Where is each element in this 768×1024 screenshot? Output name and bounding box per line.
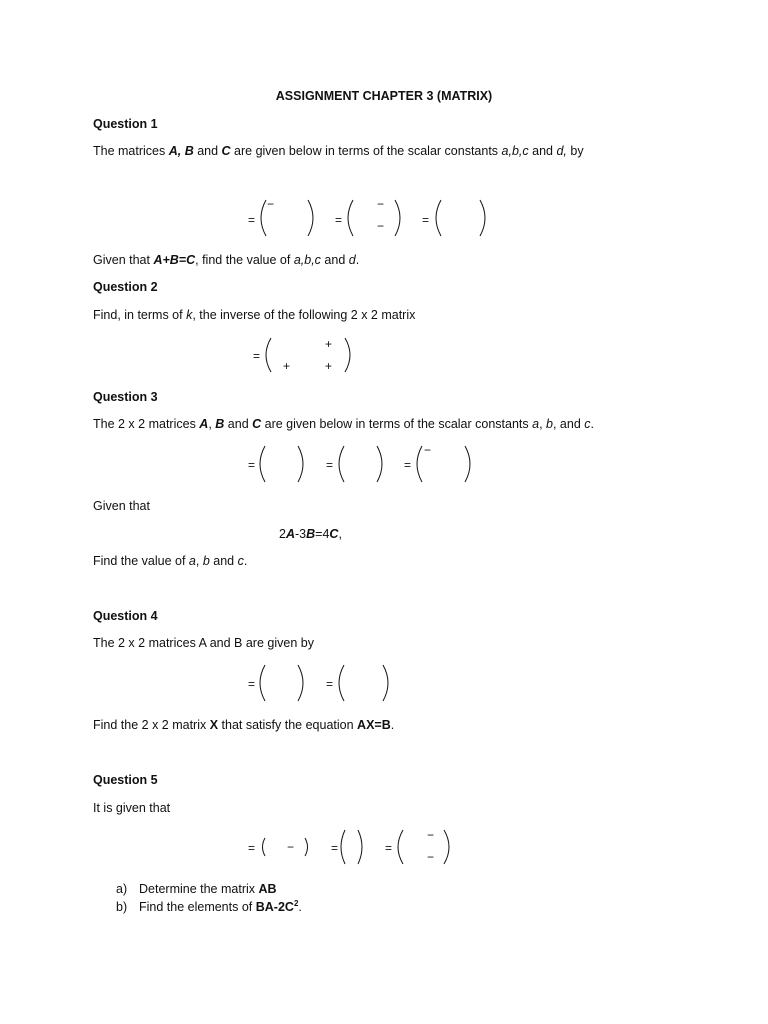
question-4-matrix-equations: [238, 661, 408, 709]
minus-sign: −: [427, 828, 435, 842]
equals-sign: =: [326, 677, 334, 691]
equals-sign: =: [248, 677, 256, 691]
question-5-item-a: a) Determine the matrix AB: [116, 882, 277, 896]
matrix-b-right-bracket: [358, 830, 362, 864]
question-1-given: Given that A+B=C, find the value of a,b,c and d.: [93, 253, 360, 267]
question-2-heading: Question 2: [93, 280, 158, 294]
question-3-given: Given that: [93, 499, 150, 513]
question-2-text: Find, in terms of k, the inverse of the following 2 x 2 matrix: [93, 308, 416, 322]
matrix-c-right-bracket: [480, 200, 485, 236]
minus-sign: −: [424, 443, 432, 457]
question-5-intro: It is given that: [93, 801, 171, 815]
equals-sign: =: [248, 841, 256, 855]
question-1-intro: The matrices A, B and C are given below in terms of the scalar constants a,b,c and d, by: [93, 144, 584, 158]
matrix-c-right-bracket: [465, 446, 470, 482]
question-2-matrix-equation: [240, 334, 370, 380]
matrix-c-right-bracket: [444, 830, 449, 864]
matrix-a-right-bracket: [298, 446, 303, 482]
equals-sign: =: [335, 213, 343, 227]
minus-sign: −: [377, 219, 385, 233]
equals-sign: =: [253, 349, 261, 363]
equals-sign: =: [248, 213, 256, 227]
matrix-b-left-bracket: [348, 200, 353, 236]
matrix-right-bracket: [345, 338, 350, 372]
question-4-heading: Question 4: [93, 609, 158, 623]
equals-sign: =: [422, 213, 430, 227]
equals-sign: =: [404, 458, 412, 472]
list-marker: b): [116, 900, 128, 914]
equals-sign: =: [385, 841, 393, 855]
matrix-a-right-bracket: [298, 665, 303, 701]
matrix-b-left-bracket: [341, 830, 345, 864]
question-4-find: Find the 2 x 2 matrix X that satisfy the equation AX=B.: [93, 718, 395, 732]
matrix-left-bracket: [266, 338, 271, 372]
plus-sign: +: [283, 359, 291, 373]
matrix-c-left-bracket: [398, 830, 403, 864]
equals-sign: =: [248, 458, 256, 472]
question-1-heading: Question 1: [93, 117, 158, 131]
question-5-heading: Question 5: [93, 773, 158, 787]
plus-sign: +: [325, 359, 333, 373]
matrix-a-left-bracket: [261, 200, 266, 236]
question-3-intro: The 2 x 2 matrices A, B and C are given below in terms of the scalar constants a, b, and c.: [93, 417, 594, 431]
matrix-a-right-bracket: [305, 838, 308, 856]
minus-sign: −: [377, 197, 385, 211]
matrix-b-right-bracket: [395, 200, 400, 236]
matrix-b-right-bracket: [383, 665, 388, 701]
plus-sign: +: [325, 337, 333, 351]
matrix-c-left-bracket: [436, 200, 441, 236]
list-marker: a): [116, 882, 128, 896]
matrix-a-right-bracket: [308, 200, 313, 236]
minus-sign: −: [267, 197, 275, 211]
matrix-b-left-bracket: [339, 665, 344, 701]
equals-sign: =: [326, 458, 334, 472]
question-3-find: Find the value of a, b and c.: [93, 554, 248, 568]
question-5-item-b: b) Find the elements of $BA-2C^2$.: [116, 898, 302, 914]
question-3-heading: Question 3: [93, 390, 158, 404]
matrix-a-left-bracket: [260, 665, 265, 701]
question-3-equation: 2A-3B=4C,: [279, 527, 342, 541]
question-4-intro: The 2 x 2 matrices A and B are given by: [93, 636, 314, 650]
matrix-a-left-bracket: [260, 446, 265, 482]
matrix-c-left-bracket: [417, 446, 422, 482]
minus-sign: −: [287, 840, 295, 854]
question-3-matrix-equations: [238, 442, 488, 490]
matrix-a-left-bracket: [263, 838, 266, 856]
question-1-matrix-equations: [240, 196, 500, 244]
question-5-matrix-equations: [238, 826, 468, 872]
matrix-b-right-bracket: [377, 446, 382, 482]
page-title: ASSIGNMENT CHAPTER 3 (MATRIX): [275, 89, 493, 103]
minus-sign: −: [427, 850, 435, 864]
equals-sign: =: [331, 841, 339, 855]
matrix-b-left-bracket: [339, 446, 344, 482]
